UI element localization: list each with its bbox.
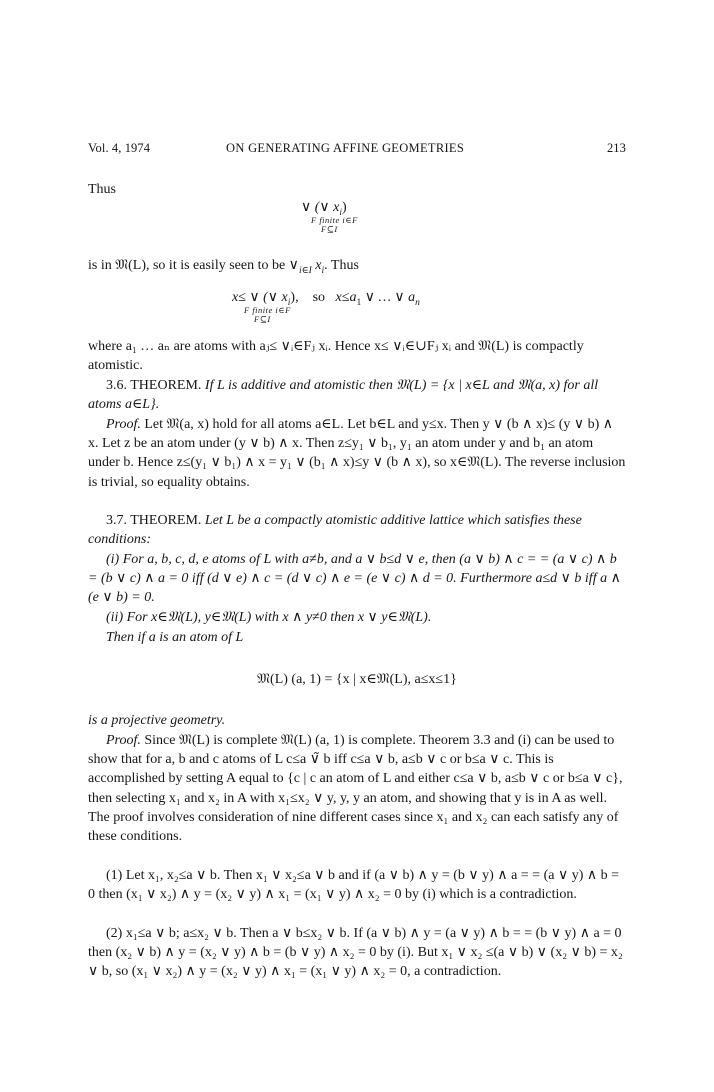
display-1-under-2: F⊆I (321, 224, 338, 234)
theorem-3-6-label: 3.6. THEOREM. (106, 378, 202, 393)
case-2: (2) x₁≤a ∨ b; a≤x₂ ∨ b. Then a ∨ b≤x₂ ∨ b. If (a ∨ b) ∧ y = (a ∨ y) ∧ b = = (b ∨ y) ∧ a = 0 then (x₂ ∨ b) ∧ y = (x₂ ∨ y) ∧ b = (b ∨ y) ∧ x₂ = 0 by (i). But x₁ ∨ x₂ ≤(a ∨ b) ∨ (x₂ ∨ b) = x₂ ∨ b, so (x₁ ∨ x₂) ∧ y = (x₂ ∨ y) ∧ x₁ = (x₁ ∨ y) ∧ x₂ = 0, a contradiction. (88, 926, 623, 980)
theorem-3-7-statement: Let L be a compactly atomistic additive lattice which satisfies these conditions: (88, 513, 582, 548)
display-2-close: ), (290, 290, 299, 305)
display-1-main: ∨ (∨ x (301, 200, 340, 215)
running-head-volume: Vol. 4, 1974 (88, 141, 151, 155)
display-equation-3: 𝔐(L) (a, 1) = {x | x∈𝔐(L), a≤x≤1} (257, 672, 457, 687)
display-2-right-2: ∨ … ∨ a (361, 290, 416, 305)
proof-3-7 (88, 731, 626, 846)
display-2-left: x≤ ∨ (∨ x (232, 290, 288, 305)
proof-3-7-text: Since 𝔐(L) is complete 𝔐(L) (a, 1) is complete. Theorem 3.3 and (i) can be used to show that for a, b and c atoms of L c≤a ∨̃ b iff c≤a ∨ b, a≤b ∨ c or b≤a ∨ c. This is accomplished by setting A equal to {c | c an atom of L and either c≤a ∨ b, a≤b ∨ c or b≤a ∨ c}, then selecting x₁ and x₂ in A with x₁≤x₂ ∨ y, y, y an atom, and showing that y is in A as well. The proof involves consideration of nine different cases since x₁ and x₂ can each satisfy any of these conditions. (88, 733, 623, 845)
proof-3-6-label: Proof. (106, 417, 141, 432)
proof-3-6-text: Let 𝔐(a, x) hold for all atoms a∈L. Let b∈L and y≤x. Then y ∨ (b ∧ x)≤ (y ∨ b) ∧ x. Let z be an atom under (y ∨ b) ∧ x. Then z≤y₁ ∨ b₁, y₁ an atom under y and b₁ an atom under b. Hence z≤(y₁ ∨ b₁) ∧ x = y₁ ∨ (b₁ ∧ x)≤y ∨ (b ∧ x), so x∈𝔐(L). The reverse inclusion is trivial, so equality obtains. (88, 417, 626, 490)
line-1-tail: . Thus (324, 258, 359, 273)
display-2-right: x≤a (335, 290, 357, 305)
line-is-in: is in 𝔐(L), so it is easily seen to be $\vee_{i\in I}$ $x_i$. Thus (88, 258, 359, 276)
running-head-title: ON GENERATING AFFINE GEOMETRIES (226, 141, 465, 155)
display-1-sub: i (339, 207, 343, 218)
condition-i: (i) For a, b, c, d, e atoms of L with a≠b, and a ∨ b≤d ∨ e, then (a ∨ b) ∧ c = = (a ∨ c) ∧ b = (b ∨ c) ∧ a = 0 iff (d ∨ e) ∧ c = (d ∨ c) ∧ e = (e ∨ c) ∧ d = 0. Furthermore a≤d ∨ b iff a ∧ (e ∨ b) = 0. (88, 552, 621, 606)
line-1-x: x (311, 258, 322, 273)
page-number: 213 (606, 141, 626, 155)
line-1-sub: i∈I (298, 265, 312, 276)
line-1-text: is in 𝔐(L), so it is easily seen to be ∨ (88, 258, 299, 273)
display-equation-2: x≤ ∨ (∨ $x_i$), so $x\le a_1$ ∨ … ∨ $a_n$ F finite i∈F F⊆I (232, 290, 420, 324)
proof-3-7-label: Proof. (106, 733, 141, 748)
display-2-under-2: F⊆I (254, 314, 271, 324)
condition-ii: (ii) For x∈𝔐(L), y∈𝔐(L) with x ∧ y≠0 then x ∨ y∈𝔐(L). (106, 610, 432, 625)
theorem-3-7-label: 3.7. THEOREM. (106, 513, 202, 528)
paragraph-where: where a₁ … aₙ are atoms with aⱼ≤ ∨ᵢ∈Fⱼ xᵢ. Hence x≤ ∨ᵢ∈∪Fⱼ xᵢ and 𝔐(L) is compactly atomistic. (88, 339, 584, 374)
display-2-under-1: F finite i∈F (244, 305, 291, 315)
display-1-under-1: F finite i∈F (311, 215, 358, 225)
then-line: Then if a is an atom of L (106, 630, 244, 645)
theorem-3-6 (88, 376, 626, 414)
display-2-so: so (312, 290, 326, 305)
display-equation-1 (301, 199, 358, 234)
theorem-3-6-statement: If L is additive and atomistic then 𝔐(L) = {x | x∈L and 𝔐(a, x) for all atoms a∈L}. (88, 378, 599, 413)
proof-3-6 (88, 415, 626, 492)
theorem-3-7 (88, 511, 626, 549)
thus-line-1: Thus (88, 182, 116, 197)
case-1: (1) Let x₁, x₂≤a ∨ b. Then x₁ ∨ x₂≤a ∨ b and if (a ∨ b) ∧ y = (b ∨ y) ∧ a = = (a ∨ y) ∧ b = 0 then (x₁ ∨ x₂) ∧ y = (x₂ ∨ y) ∧ x₁ = (x₁ ∨ y) ∧ x₂ = 0 by (i) which is a contradiction. (88, 868, 619, 903)
projective-geometry-line: is a projective geometry. (88, 713, 226, 728)
display-1-close: ) (342, 200, 347, 215)
